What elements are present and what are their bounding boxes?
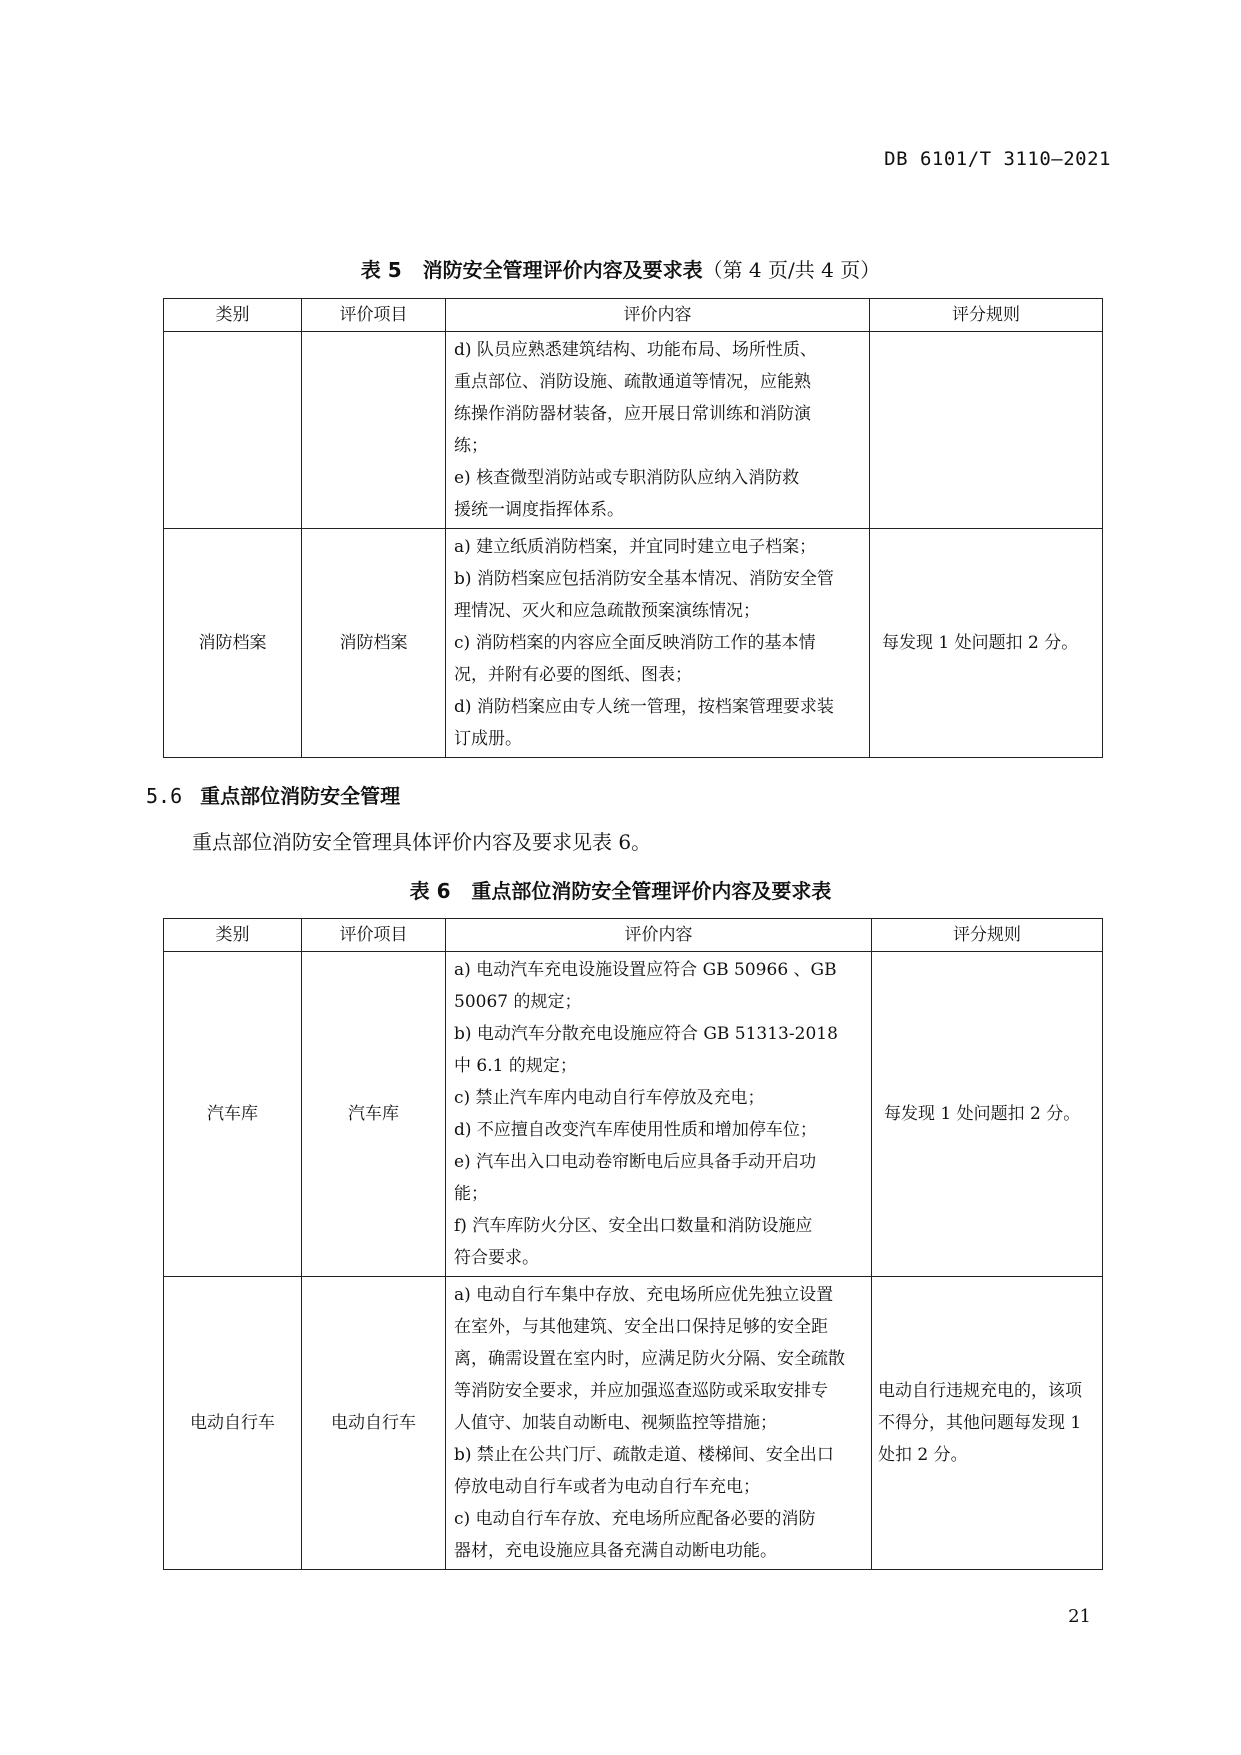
table5 bbox=[163, 298, 1103, 758]
table5-header-row bbox=[164, 299, 1103, 332]
section-title: 重点部位消防安全管理 bbox=[200, 784, 401, 808]
content-line: 订成册。 bbox=[454, 729, 522, 749]
content-line: 等消防安全要求，并应加强巡查巡防或采取安排专 bbox=[454, 1381, 828, 1401]
table6-header-rule: 评分规则 bbox=[872, 919, 1103, 952]
section-body-text: 重点部位消防安全管理具体评价内容及要求见表 6。 bbox=[192, 830, 652, 854]
standard-code: DB 6101/T 3110—2021 bbox=[884, 148, 1111, 170]
content-line: 中 6.1 的规定； bbox=[454, 1056, 577, 1076]
rule-cell bbox=[872, 952, 1103, 1277]
table6-caption-title: 重点部位消防安全管理评价内容及要求表 bbox=[471, 879, 832, 903]
table-row bbox=[164, 529, 1103, 758]
table6-header-row bbox=[164, 919, 1103, 952]
rule-cell bbox=[870, 332, 1103, 529]
rule-line: 电动自行违规充电的，该项 bbox=[878, 1381, 1082, 1401]
table6-header-content: 评价内容 bbox=[446, 919, 872, 952]
content-line: 况，并附有必要的图纸、图表； bbox=[454, 665, 692, 685]
content-cell bbox=[446, 529, 870, 758]
table5-caption-title: 消防安全管理评价内容及要求表 bbox=[422, 258, 703, 282]
category-cell: 消防档案 bbox=[164, 529, 302, 758]
table6-header-category: 类别 bbox=[164, 919, 302, 952]
table5-header-category: 类别 bbox=[164, 299, 302, 332]
content-line: d) 不应擅自改变汽车库使用性质和增加停车位； bbox=[454, 1120, 817, 1140]
content-line: a) 建立纸质消防档案，并宜同时建立电子档案； bbox=[454, 537, 817, 557]
table5-header-rule: 评分规则 bbox=[870, 299, 1103, 332]
content-cell bbox=[446, 332, 870, 529]
content-line: 练操作消防器材装备，应开展日常训练和消防演 bbox=[454, 404, 811, 424]
content-line: c) 电动自行车存放、充电场所应配备必要的消防 bbox=[454, 1509, 816, 1529]
table6-header-item: 评价项目 bbox=[302, 919, 446, 952]
content-line: d) 队员应熟悉建筑结构、功能布局、场所性质、 bbox=[454, 340, 817, 360]
table5-caption-page: （第 4 页/共 4 页） bbox=[702, 258, 881, 282]
table6-caption-label: 表 6 bbox=[409, 879, 451, 903]
table6-caption bbox=[0, 875, 1241, 904]
content-line: c) 消防档案的内容应全面反映消防工作的基本情 bbox=[454, 633, 816, 653]
content-line: f) 汽车库防火分区、安全出口数量和消防设施应 bbox=[454, 1216, 813, 1236]
content-line: 重点部位、消防设施、疏散通道等情况，应能熟 bbox=[454, 372, 811, 392]
rule-line: 每发现 1 处问题扣 2 分。 bbox=[882, 633, 1079, 653]
item-cell bbox=[302, 332, 446, 529]
table-row bbox=[164, 1277, 1103, 1570]
content-line: 在室外，与其他建筑、安全出口保持足够的安全距 bbox=[454, 1317, 828, 1337]
content-line: b) 禁止在公共门厅、疏散走道、楼梯间、安全出口 bbox=[454, 1445, 834, 1465]
table6 bbox=[163, 918, 1103, 1570]
content-cell bbox=[446, 952, 872, 1277]
content-line: c) 禁止汽车库内电动自行车停放及充电； bbox=[454, 1088, 765, 1108]
content-line: a) 电动自行车集中存放、充电场所应优先独立设置 bbox=[454, 1285, 834, 1305]
content-line: b) 消防档案应包括消防安全基本情况、消防安全管 bbox=[454, 569, 834, 589]
rule-cell bbox=[872, 1277, 1103, 1570]
item-cell: 电动自行车 bbox=[302, 1277, 446, 1570]
content-line: e) 汽车出入口电动卷帘断电后应具备手动开启功 bbox=[454, 1152, 817, 1172]
content-line: 停放电动自行车或者为电动自行车充电； bbox=[454, 1477, 760, 1497]
table5-header-item: 评价项目 bbox=[302, 299, 446, 332]
table5-header-content: 评价内容 bbox=[446, 299, 870, 332]
rule-line: 不得分，其他问题每发现 1 bbox=[878, 1413, 1082, 1433]
content-line: e) 核查微型消防站或专职消防队应纳入消防救 bbox=[454, 468, 800, 488]
table5-caption bbox=[0, 254, 1241, 283]
content-line: 人值守、加装自动断电、视频监控等措施； bbox=[454, 1413, 777, 1433]
content-line: 理情况、灭火和应急疏散预案演练情况； bbox=[454, 601, 760, 621]
content-line: 能； bbox=[454, 1184, 488, 1204]
table5-caption-label: 表 5 bbox=[360, 258, 402, 282]
category-cell bbox=[164, 332, 302, 529]
content-line: 练； bbox=[454, 436, 488, 456]
category-cell: 电动自行车 bbox=[164, 1277, 302, 1570]
section-number: 5.6 bbox=[146, 784, 183, 808]
table-row bbox=[164, 952, 1103, 1277]
rule-line: 每发现 1 处问题扣 2 分。 bbox=[884, 1104, 1081, 1124]
content-line: 离，确需设置在室内时，应满足防火分隔、安全疏散 bbox=[454, 1349, 845, 1369]
item-cell: 消防档案 bbox=[302, 529, 446, 758]
content-line: a) 电动汽车充电设施设置应符合 GB 50966 、GB bbox=[454, 960, 837, 980]
content-line: 援统一调度指挥体系。 bbox=[454, 500, 624, 520]
content-line: 符合要求。 bbox=[454, 1248, 539, 1268]
content-line: 器材，充电设施应具备充满自动断电功能。 bbox=[454, 1541, 777, 1561]
rule-cell bbox=[870, 529, 1103, 758]
table-row bbox=[164, 332, 1103, 529]
content-line: b) 电动汽车分散充电设施应符合 GB 51313-2018 bbox=[454, 1024, 838, 1044]
item-cell: 汽车库 bbox=[302, 952, 446, 1277]
content-cell bbox=[446, 1277, 872, 1570]
section-heading bbox=[146, 780, 400, 809]
page-number: 21 bbox=[1068, 1606, 1091, 1627]
content-line: 50067 的规定； bbox=[454, 992, 582, 1012]
rule-line: 处扣 2 分。 bbox=[878, 1445, 968, 1465]
category-cell: 汽车库 bbox=[164, 952, 302, 1277]
content-line: d) 消防档案应由专人统一管理，按档案管理要求装 bbox=[454, 697, 834, 717]
